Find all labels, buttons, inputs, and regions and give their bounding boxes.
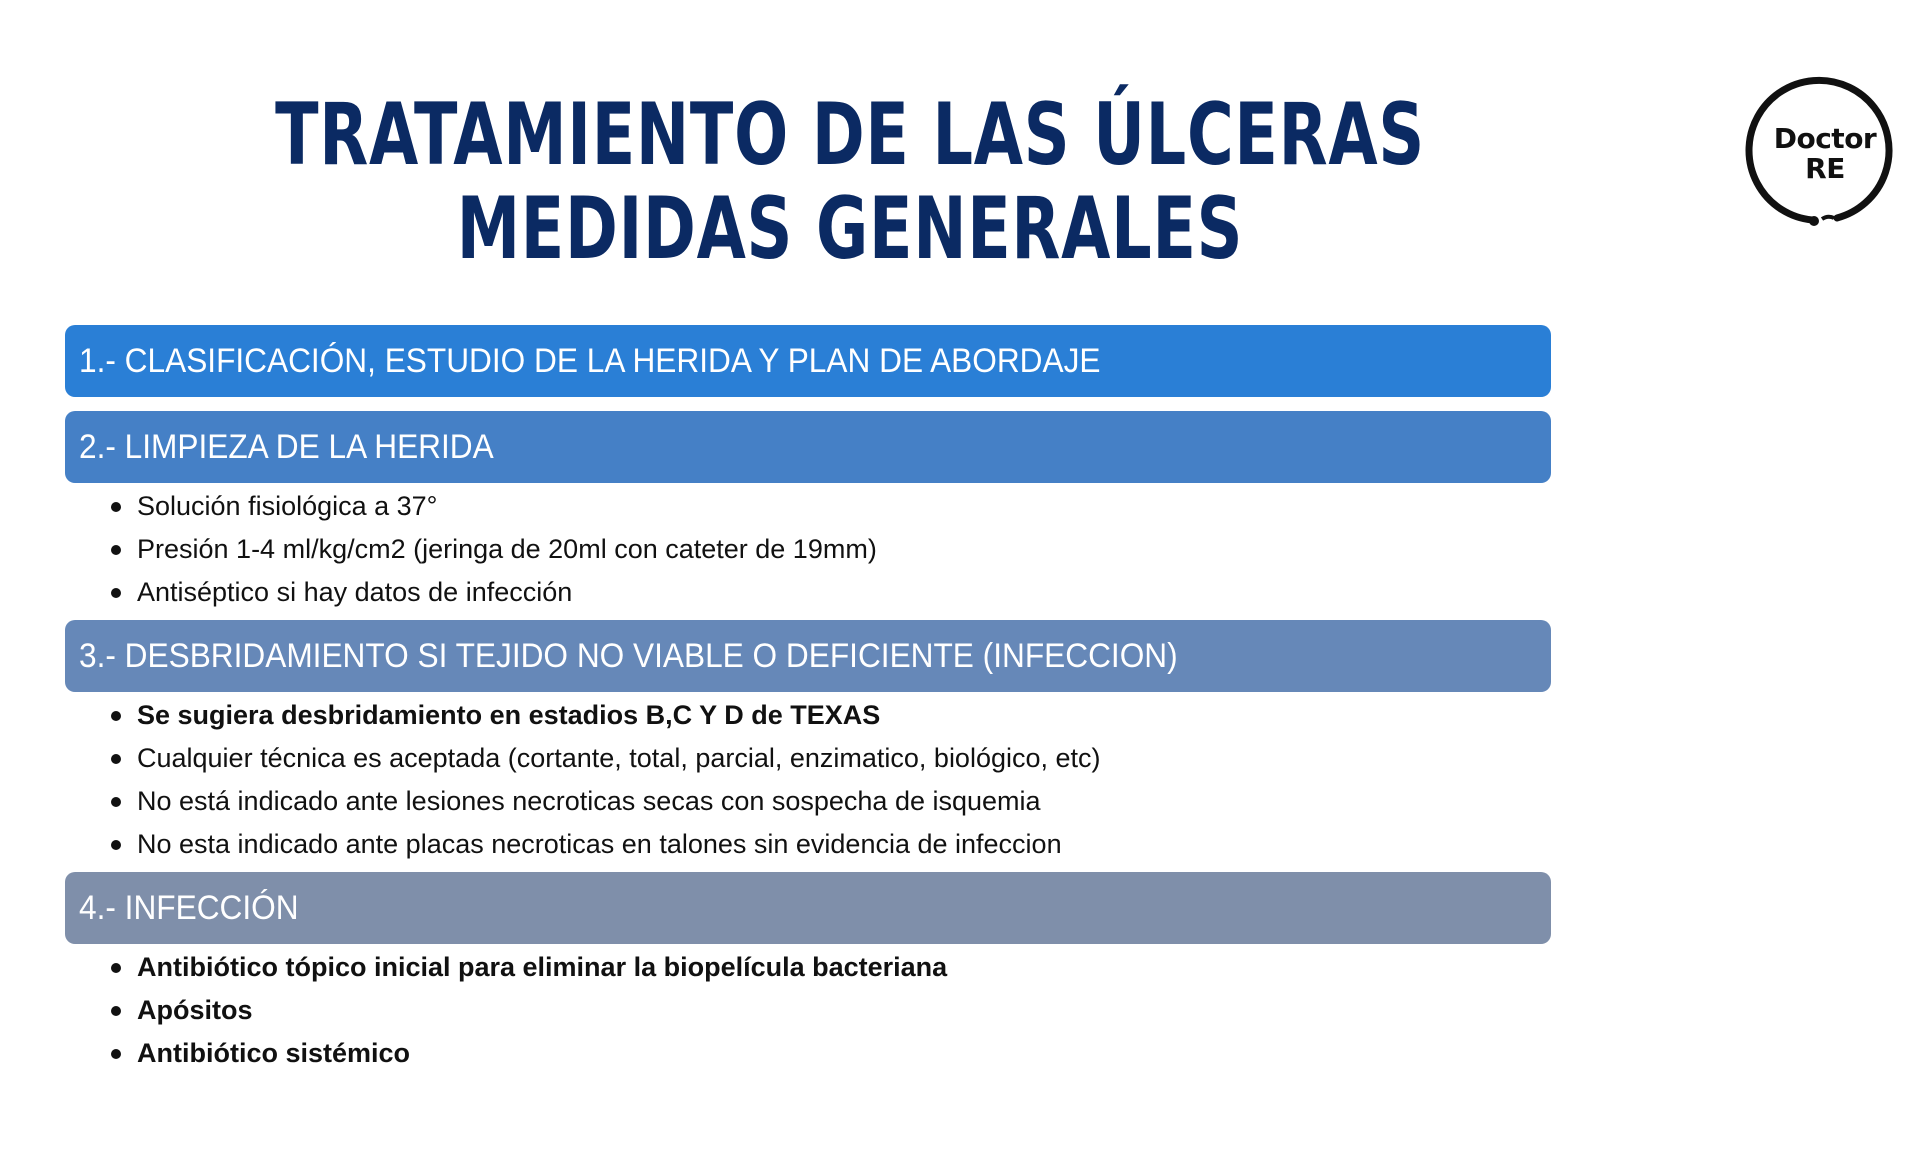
title-line-2: MEDIDAS GENERALES [456,179,1244,279]
logo-line-1: Doctor [1773,122,1877,155]
list-item: No esta indicado ante placas necroticas en talones sin evidencia de infeccion [108,823,1101,866]
page-title [221,85,1479,279]
list-item: Cualquier técnica es aceptada (cortante, total, parcial, enzimatico, biológico, etc) [108,737,1101,780]
infeccion-list [108,946,947,1075]
logo-line-2: RE [1805,152,1845,185]
section-heading-text: 4.- INFECCIÓN [79,889,299,927]
title-line-1: TRATAMIENTO DE LAS ÚLCERAS [275,85,1425,185]
list-item: Apósitos [108,989,947,1032]
section-heading-text: 2.- LIMPIEZA DE LA HERIDA [79,428,494,466]
section-heading-clasificacion [65,325,1551,397]
section-heading-text: 3.- DESBRIDAMIENTO SI TEJIDO NO VIABLE O DEFICIENTE (INFECCION) [79,637,1178,675]
logo-text [1742,124,1908,184]
list-item: Solución fisiológica a 37° [108,485,877,528]
section-heading-text: 1.- CLASIFICACIÓN, ESTUDIO DE LA HERIDA Y PLAN DE ABORDAJE [79,342,1101,380]
list-item: No está indicado ante lesiones necroticas secas con sospecha de isquemia [108,780,1101,823]
section-heading-infeccion [65,872,1551,944]
list-item: Antiséptico si hay datos de infección [108,571,877,614]
section-heading-desbridamiento [65,620,1551,692]
list-item: Antibiótico sistémico [108,1032,947,1075]
list-item: Antibiótico tópico inicial para eliminar la biopelícula bacteriana [108,946,947,989]
limpieza-list [108,485,877,614]
list-item: Presión 1-4 ml/kg/cm2 (jeringa de 20ml con cateter de 19mm) [108,528,877,571]
list-item: Se sugiera desbridamiento en estadios B,C Y D de TEXAS [108,694,1101,737]
section-heading-limpieza [65,411,1551,483]
desbridamiento-list [108,694,1101,866]
